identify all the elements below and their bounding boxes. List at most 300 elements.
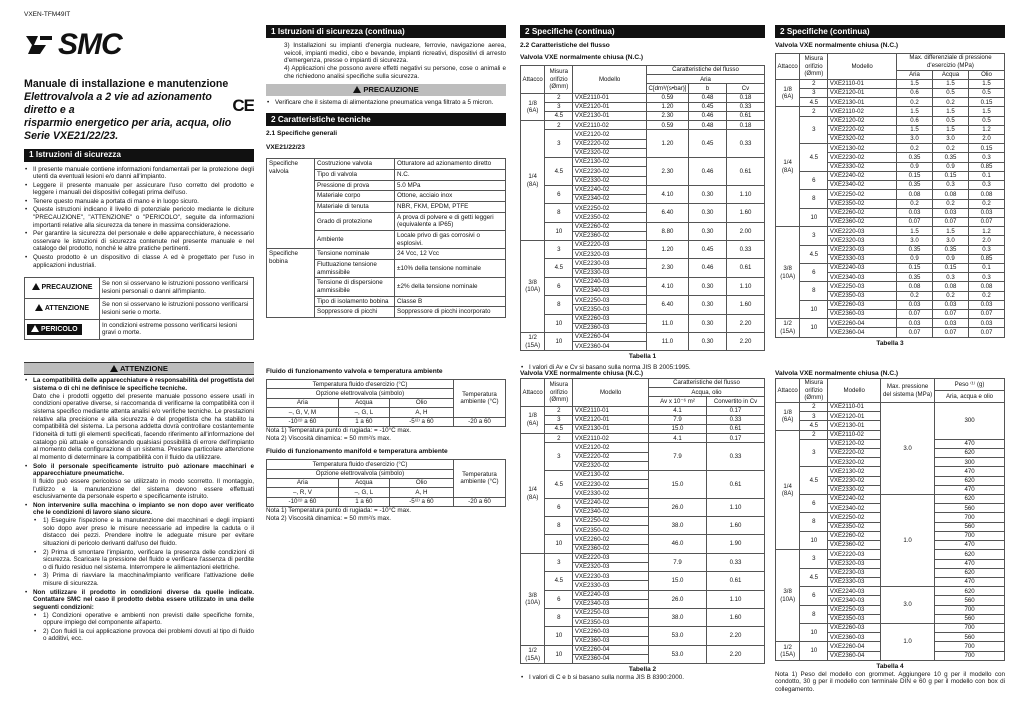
value-cell: 0.46 — [689, 112, 727, 121]
orifice-cell: 6 — [545, 277, 573, 295]
orifice-cell: 8 — [545, 204, 573, 222]
model-cell: VXE2130-02 — [573, 158, 647, 167]
orifice-cell: 6 — [800, 263, 828, 281]
warning-triangle-icon — [110, 365, 118, 372]
value-cell: 0.5 — [969, 89, 1005, 98]
orifice-cell: 8 — [800, 605, 828, 623]
table-row — [25, 298, 254, 319]
value-cell: 53.0 — [649, 627, 707, 645]
orifice-cell: 6 — [800, 587, 828, 605]
model-cell: VXE2120-02 — [828, 116, 897, 125]
value-cell: 0.2 — [933, 98, 969, 107]
value-cell: 0.6 — [897, 89, 933, 98]
value-cell: 2.20 — [727, 332, 765, 350]
model-cell: VXE2330-03 — [828, 577, 881, 586]
manual-title — [24, 78, 254, 143]
value-cell: 6.40 — [646, 204, 688, 222]
model-cell: VXE2120-02 — [828, 439, 881, 448]
table-row — [521, 415, 765, 424]
weight-cell: 470 — [935, 467, 1005, 476]
spec-label: Tensione nominale — [315, 249, 395, 260]
port-cell: 1/8 (6A) — [521, 406, 545, 434]
value-cell: 0.07 — [933, 309, 969, 318]
model-cell: VXE2320-02 — [828, 458, 881, 467]
model-cell: VXE2340-02 — [828, 181, 897, 190]
model-cell: VXE2110-01 — [573, 406, 649, 415]
model-cell: VXE2220-03 — [573, 240, 647, 249]
list-item: 3) Installazioni su impianti d'energia nucleare, ferrovie, navigazione aerea, veicoli, impianti medici, cibo e bevande, impianti ricreativi, dispositivi di arresto d'emergenza, presse o impianti di sicurezza. — [284, 42, 506, 65]
value-cell: 0.3 — [969, 273, 1005, 282]
spec-value: Locale privo di gas corrosivi o esplosivi. — [395, 231, 506, 249]
port-cell: 3/8 (10A) — [776, 227, 800, 319]
value-cell: 53.0 — [649, 645, 707, 663]
orifice-cell: 10 — [545, 535, 573, 553]
value-cell: 0.61 — [727, 158, 765, 186]
column-4 — [775, 0, 1005, 724]
table-row — [521, 102, 765, 111]
spec-value: A prova di polvere e di getti leggeri (equivalente a IP65) — [395, 212, 506, 230]
value-cell: 0.33 — [727, 130, 765, 158]
port-cell: 3/8 (10A) — [521, 553, 545, 645]
model-cell: VXE2260-02 — [573, 222, 647, 231]
logo-text: SMC — [58, 27, 122, 61]
model-cell: VXE2260-02 — [828, 208, 897, 217]
model-cell: VXE2220-02 — [828, 125, 897, 134]
model-cell: VXE2320-02 — [573, 148, 647, 157]
fluid2-title: Fluido di funzionamento manifold e temperatura ambiente — [266, 448, 448, 456]
orifice-cell: 10 — [545, 627, 573, 645]
value-cell: 0.15 — [969, 98, 1005, 107]
value-cell: 0.15 — [897, 263, 933, 272]
model-cell: VXE2220-02 — [828, 449, 881, 458]
value-cell: 0.30 — [689, 222, 727, 240]
table4-note: Nota 1) Peso del modello con grommet. Aggiungere 10 g per il modello con condotto, 30 g per il modello con terminale DIN e 60 g per il modello con box di collegamento. — [775, 670, 1005, 693]
weight-cell: 700 — [935, 513, 1005, 522]
orifice-cell: 2 — [545, 406, 573, 415]
value-cell: 0.17 — [707, 406, 765, 415]
model-cell: VXE2340-03 — [573, 286, 647, 295]
model-cell: VXE2350-02 — [828, 522, 881, 531]
value-cell: 0.15 — [933, 171, 969, 180]
value-cell: 0.2 — [969, 291, 1005, 300]
orifice-cell: 10 — [800, 642, 828, 660]
table2-title: Valvola VXE normalmente chiusa (N.C.) — [520, 370, 644, 377]
value-cell: 0.3 — [933, 273, 969, 282]
orifice-cell: 2 — [800, 79, 828, 88]
list-item: • Non intervenire sulla macchina o impianto se non dopo aver verificato che le condizioni di lavoro siano sicure. • 1) Eseguire l'ispezione e la manutenzione dei macchinari e degli impianti solo dopo aver preso le misure necessarie ad impedire la caduta o il distacco dei pezzi. Prendere inoltre le adeguate misure per evitare situazioni di pericolo derivanti dall'uso del fluido. • 2) Prima di smontare l'impianto, verificare la presenza delle condizioni di sicurezza. Scaricare la pressione del fluido e verificare l'assenza di perdite o di fluido residuo nel sistema. Interrompere le alimentazioni elettriche. • 3) Prima di riavviare la macchina/impianto verificare l'attivazione delle misure di sicurezza. — [24, 502, 254, 588]
value-cell: 0.08 — [969, 190, 1005, 199]
value-cell: 0.33 — [707, 443, 765, 471]
value-cell: 0.2 — [897, 98, 933, 107]
spec-label: Costruzione valvola — [315, 159, 395, 170]
value-cell: 0.17 — [707, 434, 765, 443]
model-cell: VXE2220-03 — [828, 227, 897, 236]
value-cell: 1.5 — [933, 107, 969, 116]
general-specs-subtitle: 2.1 Specifiche generali — [266, 130, 338, 138]
value-cell: 1.5 — [897, 227, 933, 236]
spec-value: ±2% della tensione nominale — [395, 278, 506, 296]
value-cell: 0.9 — [897, 254, 933, 263]
table-row — [521, 314, 765, 323]
model-cell: VXE2120-01 — [573, 415, 649, 424]
value-cell: 3.0 — [933, 135, 969, 144]
model-cell: VXE2120-01 — [828, 89, 897, 98]
model-cell: VXE2250-03 — [828, 282, 897, 291]
value-cell: 1.60 — [727, 204, 765, 222]
value-cell: 0.35 — [897, 273, 933, 282]
table-row — [521, 277, 765, 286]
port-cell: 1/2 (15A) — [776, 642, 800, 660]
model-cell: VXE2230-02 — [828, 153, 897, 162]
model-cell: VXE2120-02 — [573, 130, 647, 139]
table-row — [776, 227, 1005, 236]
table-row — [776, 282, 1005, 291]
value-cell: 0.07 — [969, 309, 1005, 318]
orifice-cell: 10 — [545, 645, 573, 663]
weight-cell: 560 — [935, 633, 1005, 642]
danger-badge: PERICOLO — [27, 324, 82, 336]
value-cell: 1.10 — [707, 498, 765, 516]
orifice-cell: 10 — [800, 319, 828, 337]
table-row — [776, 171, 1005, 180]
weight-cell: 470 — [935, 485, 1005, 494]
model-cell: VXE2320-03 — [573, 563, 649, 572]
orifice-cell: 10 — [545, 314, 573, 332]
value-cell: 15.0 — [649, 471, 707, 499]
value-cell: 0.03 — [933, 208, 969, 217]
model-cell: VXE2330-02 — [828, 485, 881, 494]
flow-subtitle: 2.2 Caratteristiche del flusso — [520, 42, 610, 49]
value-cell: 1.5 — [969, 79, 1005, 88]
table-row — [521, 553, 765, 562]
table1-caption: Tabella 1 — [628, 353, 657, 361]
model-cell: VXE2360-04 — [828, 328, 897, 337]
value-cell: 1.60 — [727, 296, 765, 314]
value-cell: 1.10 — [707, 590, 765, 608]
weight-cell: 620 — [935, 476, 1005, 485]
weight-cell: 620 — [935, 495, 1005, 504]
value-cell: 3.0 — [933, 236, 969, 245]
value-cell: 0.35 — [897, 245, 933, 254]
table-row — [521, 645, 765, 654]
table3-caption: Tabella 3 — [876, 339, 904, 347]
value-cell: 38.0 — [649, 609, 707, 627]
port-cell: 1/2 (15A) — [521, 332, 545, 350]
spec-label: Fluttuazione tensione ammissibile — [315, 260, 395, 278]
model-cell: VXE2110-02 — [573, 434, 649, 443]
table-row — [521, 332, 765, 341]
list-item: • Non utilizzare il prodotto in condizioni diverse da quelle indicate. Contattare SMC nel caso il prodotto debba essere utilizzato in una delle seguenti condizioni: • 1) Condizioni operative e ambienti non previsti dalle specifiche fornite, oppure impiego del componente all'aperto. • 2) Con fluidi la cui applicazione provoca dei problemi dovuti al tipo di fluido o additivi, ecc. — [24, 589, 254, 644]
value-cell: 0.03 — [969, 300, 1005, 309]
weight-cell: 620 — [935, 568, 1005, 577]
value-cell: 11.0 — [646, 332, 688, 350]
model-cell: VXE2220-03 — [828, 550, 881, 559]
orifice-cell: 3 — [545, 553, 573, 571]
value-cell: 2.20 — [707, 645, 765, 663]
value-cell: 0.61 — [727, 259, 765, 277]
smc-logo — [24, 28, 254, 62]
table-row — [521, 93, 765, 102]
list-item: • Leggere il presente manuale per assicurare l'uso corretto del prodotto e leggere i manuali dei dispositivi collegati prima dell'uso. — [24, 182, 254, 197]
value-cell: 0.61 — [707, 572, 765, 590]
value-cell: 0.5 — [969, 116, 1005, 125]
weight-cell: 470 — [935, 541, 1005, 550]
model-cell: VXE2340-03 — [828, 596, 881, 605]
table-row — [521, 572, 765, 581]
table-row — [521, 498, 765, 507]
value-cell: 2.0 — [969, 236, 1005, 245]
model-cell: VXE2260-02 — [573, 535, 649, 544]
value-cell: 0.33 — [727, 102, 765, 111]
orifice-cell: 6 — [545, 185, 573, 203]
orifice-cell: 3 — [545, 240, 573, 258]
model-cell: VXE2340-02 — [573, 507, 649, 516]
port-cell: 1/8 (6A) — [521, 93, 545, 121]
orifice-cell: 10 — [800, 531, 828, 549]
table-row — [521, 471, 765, 480]
value-cell: 0.61 — [707, 471, 765, 499]
model-cell: VXE2260-04 — [573, 332, 647, 341]
table-row — [521, 609, 765, 618]
model-cell: VXE2320-02 — [573, 461, 649, 470]
value-cell: 1.2 — [969, 227, 1005, 236]
model-cell: VXE2320-03 — [573, 250, 647, 259]
weight-cell: 620 — [935, 587, 1005, 596]
model-cell: VXE2320-02 — [828, 135, 897, 144]
orifice-cell: 8 — [545, 517, 573, 535]
list-item: • I valori di Av e Cv si basano sulla norma JIS B 2005:1995. — [520, 364, 765, 372]
list-item: • 2) Prima di smontare l'impianto, verificare la presenza delle condizioni di sicurezza. Scaricare la pressione del fluido e verificare l'assenza di perdite o di fluido residuo nel sistema. Interrompere le alimentazioni elettriche. — [33, 549, 254, 572]
safety-bullets — [24, 166, 254, 270]
value-cell: 0.15 — [969, 144, 1005, 153]
orifice-cell: 3 — [800, 439, 828, 467]
value-cell: 0.45 — [689, 240, 727, 258]
pressure-cell: 1.0 — [881, 623, 935, 660]
model-cell: VXE2240-03 — [573, 277, 647, 286]
model-cell: VXE2350-02 — [573, 526, 649, 535]
value-cell: 0.08 — [897, 282, 933, 291]
value-cell: 0.5 — [933, 89, 969, 98]
weight-table: Attacco Misura orifizio (Ømm) Modello Max. pressione del sistema (MPa) Peso ⁽¹⁾ (g) Aria, acqua e olio 1/8 (6A) 2 VXE2110-01 3.0 300 3 VXE2120-01 4.5 VXE2130-01 1/4 (8A) 2 VXE2110-02 3 VXE2120-02 470 VXE2220-02 620 VXE2320-02 300 4.5 VXE2130-02 470 VXE2230-02 620 VXE2330-02 470 6 VXE2240-02 1.0 620 VXE2340-02 560 8 VXE2250-02 700 VXE2350-02 560 10 VXE2260-02 700 VXE2360-02 470 3/8 (10A) 3 VXE2220-03 620 VXE2320-03 470 4.5 VXE2230-03 620 VXE2330-03 470 6 VXE2240-03 3.0 620 VXE2340-03 560 8 VXE2250-03 700 VXE2350-03 560 10 VXE2260-03 1.0 700 VXE2360-03 560 1/2 (15A) 10 VXE2260-04 700 VXE2360-04 700 — [775, 378, 1005, 661]
value-cell: 0.30 — [689, 185, 727, 203]
spec-value: N.C. — [395, 170, 506, 181]
model-cell: VXE2330-02 — [828, 162, 897, 171]
table-row — [776, 79, 1005, 88]
spec-value: NBR, FKM, EPDM, PTFE — [395, 202, 506, 213]
spec-label: Pressione di prova — [315, 180, 395, 191]
fluid1-table: Temperatura fluido d'esercizio (°C) Temperatura ambiente (°C) Opzione elettrovalvola (simbolo) Aria Acqua Olio –, G, V, M –, G, L A, H -10⁽¹⁾ a 60 1 a 60 -5⁽²⁾ a 60 -20 a 60 — [266, 379, 506, 427]
value-cell: 0.08 — [933, 282, 969, 291]
weight-cell: 560 — [935, 504, 1005, 513]
warning-triangle-icon — [35, 304, 43, 311]
pressure-cell: 3.0 — [881, 587, 935, 624]
list-item: • 1) Condizioni operative e ambienti non previsti dalle specifiche fornite, oppure impiego del componente all'aperto. — [33, 612, 254, 627]
model-cell: VXE2360-04 — [573, 342, 647, 351]
section-1-title: 1 Istruzioni di sicurezza — [24, 149, 254, 162]
section-2-continued-title: 2 Specifiche (continua) — [520, 25, 765, 38]
value-cell: 26.0 — [649, 498, 707, 516]
value-cell: 2.30 — [646, 158, 688, 186]
value-cell: 0.30 — [689, 296, 727, 314]
model-cell: VXE2340-02 — [573, 194, 647, 203]
orifice-cell: 3 — [545, 415, 573, 424]
weight-cell: 700 — [935, 605, 1005, 614]
orifice-cell: 10 — [545, 222, 573, 240]
table-row — [521, 222, 765, 231]
value-cell: 1.5 — [897, 79, 933, 88]
model-cell: VXE2120-01 — [828, 412, 881, 421]
spec-label: Grado di protezione — [315, 212, 395, 230]
list-item: • 1) Eseguire l'ispezione e la manutenzione dei macchinari e degli impianti solo dopo aver preso le misure necessarie ad impedire la caduta o il distacco dei pezzi. Prendere inoltre le adeguate misure per evitare situazioni di pericolo derivanti dall'uso del fluido. — [33, 517, 254, 548]
value-cell: 0.33 — [727, 240, 765, 258]
value-cell: 0.08 — [897, 190, 933, 199]
model-cell: VXE2120-01 — [573, 102, 647, 111]
orifice-cell: 3 — [800, 89, 828, 98]
list-item: • Questo prodotto è un dispositivo di classe A ed è progettato per l'uso in applicazioni industriali. — [24, 254, 254, 269]
flow-air-table: Attacco Misura orifizio (Ømm) Modello Caratteristiche del flusso Aria C[dm³/(s•bar)] b Cv 1/8 (6A) 2 VXE2110-01 0.59 0.48 0.18 3 VXE2120-01 1.20 0.45 0.33 4.5 VXE2130-01 2.30 0.46 0.61 1/4 (8A) 2 VXE2110-02 0.59 0.48 0.18 3 VXE2120-02 1.20 0.45 0.33 VXE2220-02 VXE2320-02 4.5 VXE2130-02 2.30 0.46 0.61 VXE2230-02 VXE2330-02 6 VXE2240-02 4.10 0.30 1.10 VXE2340-02 8 VXE2250-02 6.40 0.30 1.60 VXE2350-02 10 VXE2260-02 8.80 0.30 2.00 VXE2360-02 3/8 (10A) 3 VXE2220-03 1.20 0.45 0.33 VXE2320-03 4.5 VXE2230-03 2.30 0.46 0.61 VXE2330-03 6 VXE2240-03 4.10 0.30 1.10 VXE2340-03 8 VXE2250-03 6.40 0.30 1.60 VXE2350-03 10 VXE2260-03 11.0 0.30 2.20 VXE2360-03 1/2 (15A) 10 VXE2260-04 11.0 0.30 2.20 VXE2360-04 — [520, 65, 765, 351]
model-cell: VXE2130-02 — [828, 144, 897, 153]
list-item: • 2) Con fluidi la cui applicazione provoca dei problemi dovuti al tipo di fluido o additivi, ecc. — [33, 628, 254, 643]
title-line-1: Manuale di installazione e manutenzione — [24, 77, 229, 90]
section-1-continued-title: 1 Istruzioni di sicurezza (continua) — [266, 25, 506, 38]
spec-label: Tipo di isolamento bobina — [315, 296, 395, 307]
fluid1-note-1: Nota 1) Temperatura punto di rugiada: = -10°C max. — [266, 426, 412, 434]
warning-triangle-icon — [353, 86, 361, 93]
precaution-text: Se non si osservano le istruzioni possono verificarsi lesioni personali o danni all'impianto. — [100, 278, 254, 299]
model-cell: VXE2240-02 — [573, 498, 649, 507]
orifice-cell: 4.5 — [545, 471, 573, 499]
value-cell: 2.30 — [646, 112, 688, 121]
value-cell: 1.90 — [707, 535, 765, 553]
weight-cell: 470 — [935, 439, 1005, 448]
value-cell: 0.9 — [933, 254, 969, 263]
list-item: • La compatibilità delle apparecchiature è responsabilità del progettista del sistema o di chi ne definisce le specifiche tecniche. Dato che i prodotti oggetto del presente manuale possono essere usati in condizioni operative diverse, si raccomanda di verificarne la compatibilità con il sistema specifico mediante attenta analisi e/o verifiche tecniche. Le prestazioni relative alla precisione e alla sicurezza è del progettista che ha stabilito la compatibilità del sistema. La persona addetta dovrà controllare costantemente l'idoneità di tutti gli elementi specificati, facendo riferimento all'informazione del catalogo più attuale e considerando qualsiasi possibilità di errore dell'impianto al momento della configurazione di un sistema. Prestare particolare attenzione al momento di determinare la compatibilità con il fluido da utilizzare. — [24, 377, 254, 461]
list-item: • Per garantire la sicurezza del personale e delle apparecchiature, è necessario osservare le istruzioni di sicurezza contenute nel presente manuale e nel catalogo del prodotto, nonché le altre pratiche pertinenti. — [24, 230, 254, 253]
model-cell: VXE2220-03 — [573, 553, 649, 562]
orifice-cell: 8 — [545, 296, 573, 314]
model-cell: VXE2260-03 — [573, 627, 649, 636]
model-cell: VXE2220-02 — [573, 452, 649, 461]
value-cell: 2.0 — [969, 135, 1005, 144]
model-cell: VXE2350-02 — [573, 213, 647, 222]
table-row — [776, 300, 1005, 309]
model-cell: VXE2360-04 — [828, 651, 881, 660]
value-cell: 0.48 — [689, 121, 727, 130]
model-cell: VXE2330-02 — [573, 489, 649, 498]
warning-triangle-icon — [32, 283, 40, 290]
model-cell: VXE2240-02 — [828, 495, 881, 504]
warning-badge: ATTENZIONE — [31, 303, 93, 315]
model-cell: VXE2130-01 — [828, 421, 881, 430]
orifice-cell: 4.5 — [545, 259, 573, 277]
value-cell: 0.9 — [933, 162, 969, 171]
port-cell: 3/8 (10A) — [521, 240, 545, 332]
model-cell: VXE2330-03 — [573, 268, 647, 277]
attention-box — [24, 362, 254, 643]
value-cell: 0.03 — [969, 319, 1005, 328]
value-cell: 26.0 — [649, 590, 707, 608]
orifice-cell: 8 — [800, 190, 828, 208]
model-cell: VXE2130-02 — [828, 467, 881, 476]
value-cell: 6.40 — [646, 296, 688, 314]
value-cell: 38.0 — [649, 517, 707, 535]
title-line-2: Elettrovalvola a 2 vie ad azionamento diretto e a — [24, 90, 212, 116]
orifice-cell: 4.5 — [800, 568, 828, 586]
table-row — [521, 259, 765, 268]
value-cell: 0.18 — [727, 121, 765, 130]
warning-triangle-icon — [31, 325, 39, 332]
value-cell: 0.48 — [689, 93, 727, 102]
model-cell: VXE2110-02 — [573, 121, 647, 130]
model-cell: VXE2340-02 — [828, 504, 881, 513]
value-cell: 0.61 — [727, 112, 765, 121]
spec-label: Materiale di tenuta — [315, 202, 395, 213]
spec-group: Specifiche bobina — [267, 249, 315, 318]
general-specs-table — [266, 158, 506, 318]
table-row — [521, 443, 765, 452]
table2-caption: Tabella 2 — [628, 666, 657, 674]
pressure-table: Attacco Misura orifizio (Ømm) Modello Max. differenziale di pressione d'esercizio (MPa) Aria Acqua Olio 1/8 (6A) 2 VXE2110-01 1.5 1.5 1.5 3 VXE2120-01 0.6 0.5 0.5 4.5 VXE2130-01 0.2 0.2 0.15 1/4 (8A) 2 VXE2110-02 1.5 1.5 1.5 3 VXE2120-02 0.6 0.5 0.5 VXE2220-02 1.5 1.5 1.2 VXE2320-02 3.0 3.0 2.0 4.5 VXE2130-02 0.2 0.2 0.15 VXE2230-02 0.35 0.35 0.3 VXE2330-02 0.9 0.9 0.85 6 VXE2240-02 0.15 0.15 0.1 VXE2340-02 0.35 0.3 0.3 8 VXE2250-02 0.08 0.08 0.08 VXE2350-02 0.2 0.2 0.2 10 VXE2260-02 0.03 0.03 0.03 VXE2360-02 0.07 0.07 0.07 3/8 (10A) 3 VXE2220-03 1.5 1.5 1.2 VXE2320-03 3.0 3.0 2.0 4.5 VXE2230-03 0.35 0.35 0.3 VXE2330-03 0.9 0.9 0.85 6 VXE2240-03 0.15 0.15 0.1 VXE2340-03 0.35 0.3 0.3 8 VXE2250-03 0.08 0.08 0.08 VXE2350-03 0.2 0.2 0.2 10 VXE2260-03 0.03 0.03 0.03 VXE2360-03 0.07 0.07 0.07 1/2 (15A) 10 VXE2260-04 0.03 0.03 0.03 VXE2360-04 0.07 0.07 0.07 — [775, 53, 1005, 338]
pressure-cell: 3.0 — [881, 403, 935, 495]
spec-label: Materiale corpo — [315, 191, 395, 202]
value-cell: 0.08 — [969, 282, 1005, 291]
danger-text: In condizioni estreme possono verificarsi lesioni gravi o morte. — [100, 319, 254, 340]
value-cell: 0.30 — [689, 332, 727, 350]
table-row — [521, 517, 765, 526]
model-cell: VXE2230-02 — [573, 167, 647, 176]
model-cell: VXE2350-02 — [828, 199, 897, 208]
model-cell: VXE2350-03 — [573, 305, 647, 314]
value-cell: 0.07 — [969, 328, 1005, 337]
model-cell: VXE2360-03 — [828, 309, 897, 318]
model-cell: VXE2260-03 — [573, 314, 647, 323]
value-cell: 0.03 — [969, 208, 1005, 217]
model-cell: VXE2230-03 — [573, 572, 649, 581]
value-cell: 0.2 — [897, 199, 933, 208]
value-cell: 0.45 — [689, 102, 727, 111]
column-2 — [266, 0, 506, 724]
model-cell: VXE2250-03 — [573, 296, 647, 305]
value-cell: 0.2 — [897, 144, 933, 153]
value-cell: 0.2 — [969, 199, 1005, 208]
table-row — [521, 627, 765, 636]
fluid1-note-2: Nota 2) Viscosità dinamica: = 50 mm²/s max. — [266, 434, 391, 442]
table4-title: Valvola VXE normalmente chiusa (N.C.) — [775, 370, 899, 377]
precaution-header: PRECAUZIONE — [266, 84, 506, 95]
column-1 — [24, 0, 254, 724]
value-cell: 8.80 — [646, 222, 688, 240]
value-cell: 4.1 — [649, 434, 707, 443]
orifice-cell: 3 — [800, 227, 828, 245]
value-cell: 0.18 — [727, 93, 765, 102]
value-cell: 0.2 — [933, 291, 969, 300]
precaution-badge: PRECAUZIONE — [28, 282, 97, 294]
model-cell: VXE2230-03 — [828, 568, 881, 577]
value-cell: 0.2 — [897, 291, 933, 300]
orifice-cell: 10 — [545, 332, 573, 350]
title-line-4: Serie VXE21/22/23. — [24, 129, 119, 142]
model-cell: VXE2250-02 — [828, 190, 897, 199]
value-cell: 0.61 — [707, 425, 765, 434]
model-cell: VXE2250-03 — [828, 605, 881, 614]
value-cell: 11.0 — [646, 314, 688, 332]
weight-cell: 470 — [935, 559, 1005, 568]
table-row — [776, 587, 1005, 596]
value-cell: 0.30 — [689, 204, 727, 222]
model-cell: VXE2260-04 — [828, 642, 881, 651]
spec-value: 5.0 MPa — [395, 180, 506, 191]
model-cell: VXE2340-03 — [573, 599, 649, 608]
